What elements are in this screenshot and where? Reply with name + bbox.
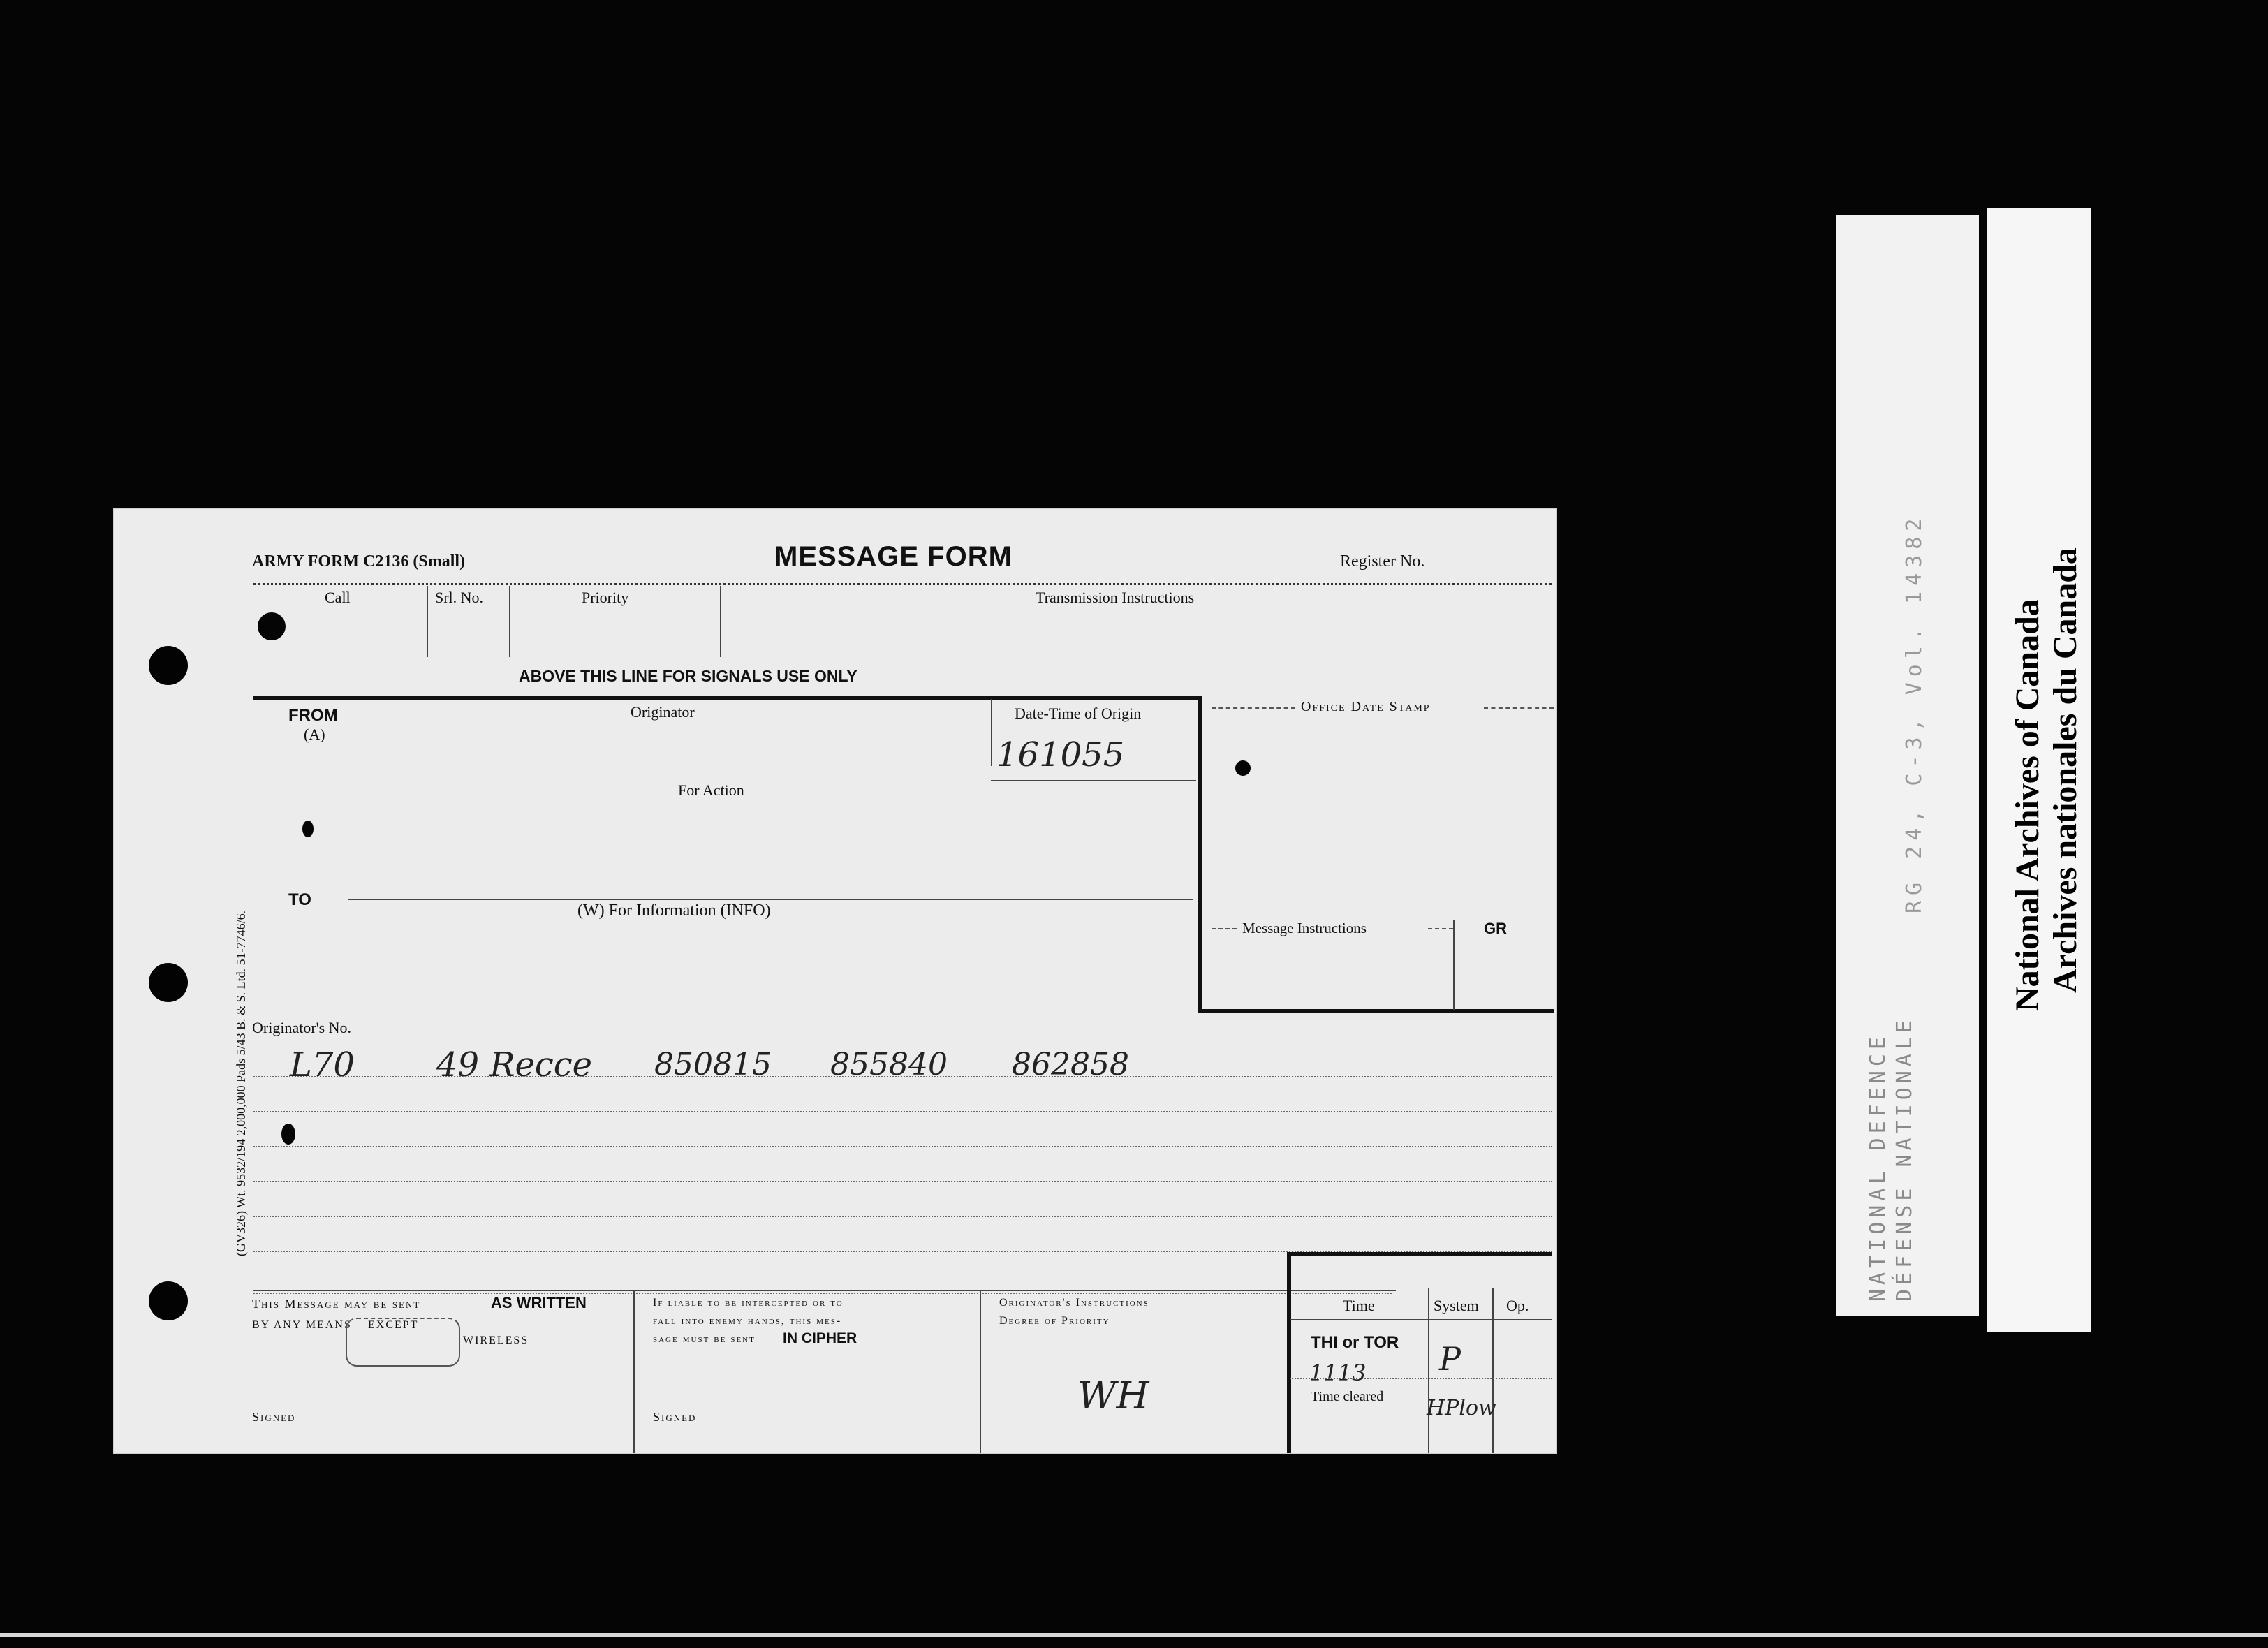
except-bracket xyxy=(346,1318,460,1367)
ink-dot xyxy=(258,612,286,640)
register-no-label: Register No. xyxy=(1340,552,1425,571)
national-defence-label: NATIONAL DEFENCE xyxy=(1866,1033,1890,1302)
by-any-means: BY ANY MEANS xyxy=(252,1319,352,1331)
message-word: 855840 xyxy=(830,1047,948,1082)
to-label: TO xyxy=(288,890,311,909)
scanner-edge xyxy=(0,1633,2268,1637)
message-word: L70 xyxy=(290,1045,355,1084)
signed-label: Signed xyxy=(252,1410,296,1424)
archive-strip-name xyxy=(1987,208,2091,1332)
ink-mark xyxy=(281,1124,295,1145)
time-value: 1113 xyxy=(1309,1360,1367,1386)
binder-hole xyxy=(149,646,188,685)
cipher-text-3: sage must be sent xyxy=(653,1333,756,1345)
archive-reference: RG 24, C-3, Vol. 14382 xyxy=(1902,513,1927,913)
from-sub: (A) xyxy=(304,726,325,743)
srl-no-label: Srl. No. xyxy=(435,589,484,606)
for-info-label: (W) For Information (INFO) xyxy=(577,902,771,920)
binder-hole xyxy=(149,963,188,1002)
archive-strip-reference xyxy=(1836,215,1979,1316)
cipher-text-2: fall into enemy hands, this mes- xyxy=(653,1315,842,1327)
call-label: Call xyxy=(325,589,351,606)
system-value: P xyxy=(1439,1340,1461,1378)
op-label: Op. xyxy=(1506,1297,1529,1314)
msg-instructions-label: Message Instructions xyxy=(1242,920,1367,936)
priority-label: Priority xyxy=(582,589,629,606)
except-label: EXCEPT xyxy=(368,1319,419,1331)
message-word: 862858 xyxy=(1012,1047,1129,1082)
time-cleared-label: Time cleared xyxy=(1311,1389,1384,1404)
dto-label: Date-Time of Origin xyxy=(1015,705,1142,722)
originators-no-label: Originator's No. xyxy=(252,1019,352,1036)
signed-label-2: Signed xyxy=(653,1410,697,1424)
time-label: Time xyxy=(1343,1297,1375,1314)
message-form xyxy=(113,508,1557,1454)
transmission-label: Transmission Instructions xyxy=(1036,589,1195,606)
in-cipher: IN CIPHER xyxy=(783,1330,857,1346)
as-written: AS WRITTEN xyxy=(491,1294,587,1311)
op-value: HPlow xyxy=(1427,1396,1496,1420)
for-action-label: For Action xyxy=(678,781,744,799)
message-word: 49 Recce xyxy=(436,1045,593,1084)
gr-label: GR xyxy=(1484,920,1507,937)
originator-handwriting: WH xyxy=(1077,1374,1149,1418)
archives-en: National Archives of Canada xyxy=(2009,599,2046,1011)
originator-label: Originator xyxy=(631,703,695,721)
defense-nationale-label: DÉFENSE NATIONALE xyxy=(1892,1015,1917,1302)
cipher-text-1: If liable to be intercepted or to xyxy=(653,1297,844,1309)
office-date-stamp: Office Date Stamp xyxy=(1301,699,1431,714)
degree-priority-label: Degree of Priority xyxy=(999,1315,1110,1327)
message-word: 850815 xyxy=(654,1047,772,1082)
dto-value: 161055 xyxy=(996,735,1125,774)
system-label: System xyxy=(1434,1297,1479,1314)
form-id: ARMY FORM C2136 (Small) xyxy=(252,552,466,571)
archives-fr: Archives nationales du Canada xyxy=(2047,547,2084,993)
side-print: (GV326) Wt. 9532/194 2,000,000 Pads 5/43 B. & S. Ltd. 51-7746/6. xyxy=(234,910,248,1256)
orig-instructions-label: Originator's Instructions xyxy=(999,1297,1149,1309)
binder-hole xyxy=(149,1281,188,1320)
wireless-label: WIRELESS xyxy=(463,1334,529,1346)
form-title: MESSAGE FORM xyxy=(774,541,1012,572)
ink-mark xyxy=(302,821,314,837)
thi-tor-label: THI or TOR xyxy=(1311,1333,1399,1352)
as-written-prefix: This Message may be sent xyxy=(252,1297,421,1311)
from-label: FROM xyxy=(288,706,338,725)
ink-dot xyxy=(1235,760,1251,776)
signals-notice: ABOVE THIS LINE FOR SIGNALS USE ONLY xyxy=(519,667,857,685)
